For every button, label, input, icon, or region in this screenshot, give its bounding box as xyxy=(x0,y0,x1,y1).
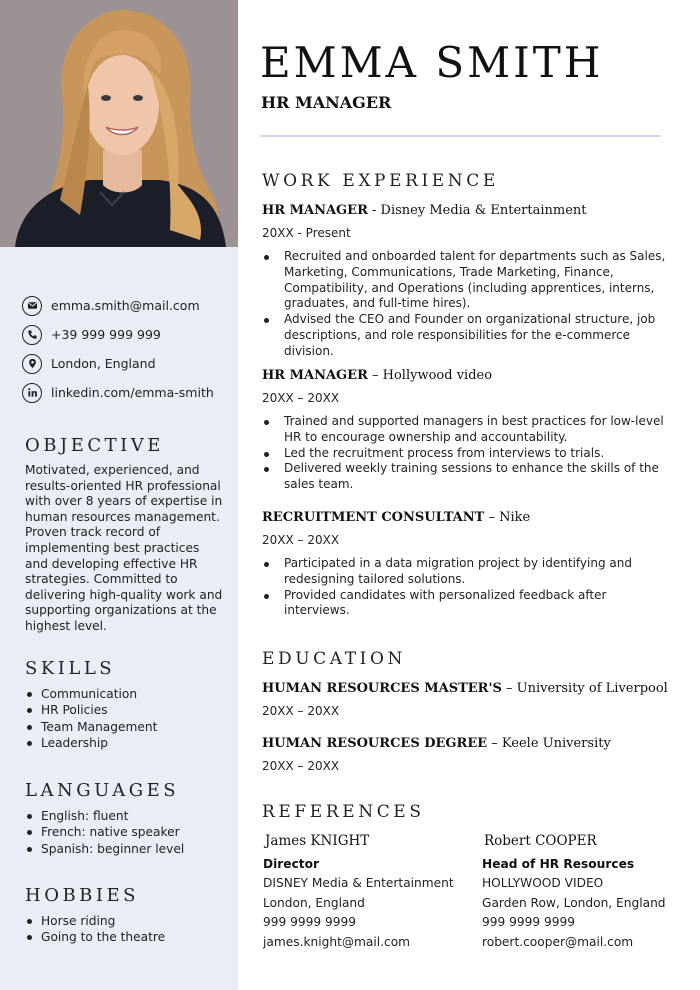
job-entry xyxy=(262,510,672,619)
list-item: Advised the CEO and Founder on organizational structure, job descriptions, and role responsibilities for the e-commerce division. xyxy=(262,312,672,359)
job-bullets xyxy=(262,249,672,360)
list-item: HR Policies xyxy=(25,702,225,718)
list-item: Delivered weekly training sessions to enhance the skills of the sales team. xyxy=(262,461,672,493)
education-entry xyxy=(262,736,672,773)
reference-company: DISNEY Media & Entertainment xyxy=(263,876,454,890)
reference-card xyxy=(482,833,687,953)
candidate-name: EMMA SMITH xyxy=(260,38,604,87)
reference-phone: 999 9999 9999 xyxy=(263,915,357,930)
reference-email[interactable]: james.knight@mail.com xyxy=(263,935,411,950)
reference-email[interactable]: robert.cooper@mail.com xyxy=(482,935,634,950)
linkedin-icon xyxy=(22,383,42,403)
hobbies-list xyxy=(25,913,225,946)
location-text: London, England xyxy=(51,356,156,371)
objective-heading: OBJECTIVE xyxy=(25,435,164,456)
main-content xyxy=(238,0,700,990)
reference-name: James KNIGHT xyxy=(265,833,370,849)
skills-section xyxy=(25,658,225,751)
list-item: Going to the theatre xyxy=(25,929,225,945)
list-item: Communication xyxy=(25,686,225,702)
mail-icon xyxy=(22,296,42,316)
education-dates: 20XX – 20XX xyxy=(262,759,340,773)
contact-phone[interactable] xyxy=(22,320,232,349)
list-item: Participated in a data migration project by identifying and redesigning tailored solutions. xyxy=(262,556,672,588)
list-item: English: fluent xyxy=(25,808,225,824)
skills-heading: SKILLS xyxy=(25,658,116,679)
reference-position: Head of HR Resources xyxy=(482,857,635,871)
contact-location xyxy=(22,349,232,378)
reference-card xyxy=(263,833,468,953)
location-pin-icon xyxy=(22,354,42,374)
objective-text: Motivated, experienced, and results-oriented HR professional with over 8 years of expertise in human resources management. Proven track record of implementing best practices and developing effective HR strategies. Committed to delivering high-quality work and supporting organizations at the highest level. xyxy=(25,463,223,633)
education-entry xyxy=(262,681,672,718)
objective-section xyxy=(25,435,225,635)
education-title-line xyxy=(262,681,672,696)
references-heading: REFERENCES xyxy=(262,802,425,822)
sidebar xyxy=(0,0,238,990)
job-title: RECRUITMENT CONSULTANT xyxy=(262,510,485,525)
reference-phone: 999 9999 9999 xyxy=(482,915,576,930)
list-item: French: native speaker xyxy=(25,824,225,840)
job-employer: – Hollywood video xyxy=(367,368,493,383)
list-item: Leadership xyxy=(25,735,225,751)
languages-section xyxy=(25,780,225,857)
profile-photo xyxy=(0,0,238,247)
linkedin-text: linkedin.com/emma-smith xyxy=(51,385,214,400)
job-dates: 20XX – 20XX xyxy=(262,391,340,405)
education-title-line xyxy=(262,736,672,751)
job-dates: 20XX - Present xyxy=(262,226,351,240)
job-bullets xyxy=(262,414,672,493)
job-title-line xyxy=(262,203,672,218)
job-employer: - Disney Media & Entertainment xyxy=(367,203,587,218)
list-item: Provided candidates with personalized feedback after interviews. xyxy=(262,588,672,620)
degree: HUMAN RESOURCES MASTER'S xyxy=(262,681,502,696)
contact-linkedin[interactable] xyxy=(22,378,232,407)
list-item: Horse riding xyxy=(25,913,225,929)
phone-text: +39 999 999 999 xyxy=(51,327,161,342)
job-title-line xyxy=(262,510,672,525)
languages-list xyxy=(25,808,225,857)
list-item: Led the recruitment process from interviews to trials. xyxy=(262,446,672,462)
degree: HUMAN RESOURCES DEGREE xyxy=(262,736,488,751)
hobbies-section xyxy=(25,885,225,946)
skills-list xyxy=(25,686,225,751)
email-text: emma.smith@mail.com xyxy=(51,298,200,313)
reference-name: Robert COOPER xyxy=(484,833,597,849)
reference-address: Garden Row, London, England xyxy=(482,895,666,910)
contact-list xyxy=(22,291,232,407)
list-item: Spanish: beginner level xyxy=(25,841,225,857)
school: – Keele University xyxy=(487,736,611,751)
job-entry xyxy=(262,368,672,493)
reference-position: Director xyxy=(263,857,320,871)
job-title: HR MANAGER xyxy=(262,368,368,383)
phone-icon xyxy=(22,325,42,345)
school: – University of Liverpool xyxy=(501,681,668,696)
education-heading: EDUCATION xyxy=(262,649,406,669)
hobbies-heading: HOBBIES xyxy=(25,885,139,906)
divider xyxy=(260,135,661,137)
reference-company: HOLLYWOOD VIDEO xyxy=(482,876,604,890)
job-title-line xyxy=(262,368,672,383)
list-item: Team Management xyxy=(25,719,225,735)
job-dates: 20XX – 20XX xyxy=(262,533,340,547)
work-experience-heading: WORK EXPERIENCE xyxy=(262,171,499,191)
job-entry xyxy=(262,203,672,360)
job-bullets xyxy=(262,556,672,619)
job-employer: – Nike xyxy=(484,510,531,525)
job-title: HR MANAGER xyxy=(262,203,368,218)
list-item: Recruited and onboarded talent for departments such as Sales, Marketing, Communications, Trade Marketing, Finance, Compatibility, and Operations (including apprentices, interns, graduates, and full-time hires). xyxy=(262,249,672,312)
list-item: Trained and supported managers in best practices for low-level HR to encourage ownership and accountability. xyxy=(262,414,672,446)
languages-heading: LANGUAGES xyxy=(25,780,180,801)
candidate-role: HR MANAGER xyxy=(261,93,392,112)
reference-address: London, England xyxy=(263,895,365,910)
contact-email[interactable] xyxy=(22,291,232,320)
education-dates: 20XX – 20XX xyxy=(262,704,340,718)
